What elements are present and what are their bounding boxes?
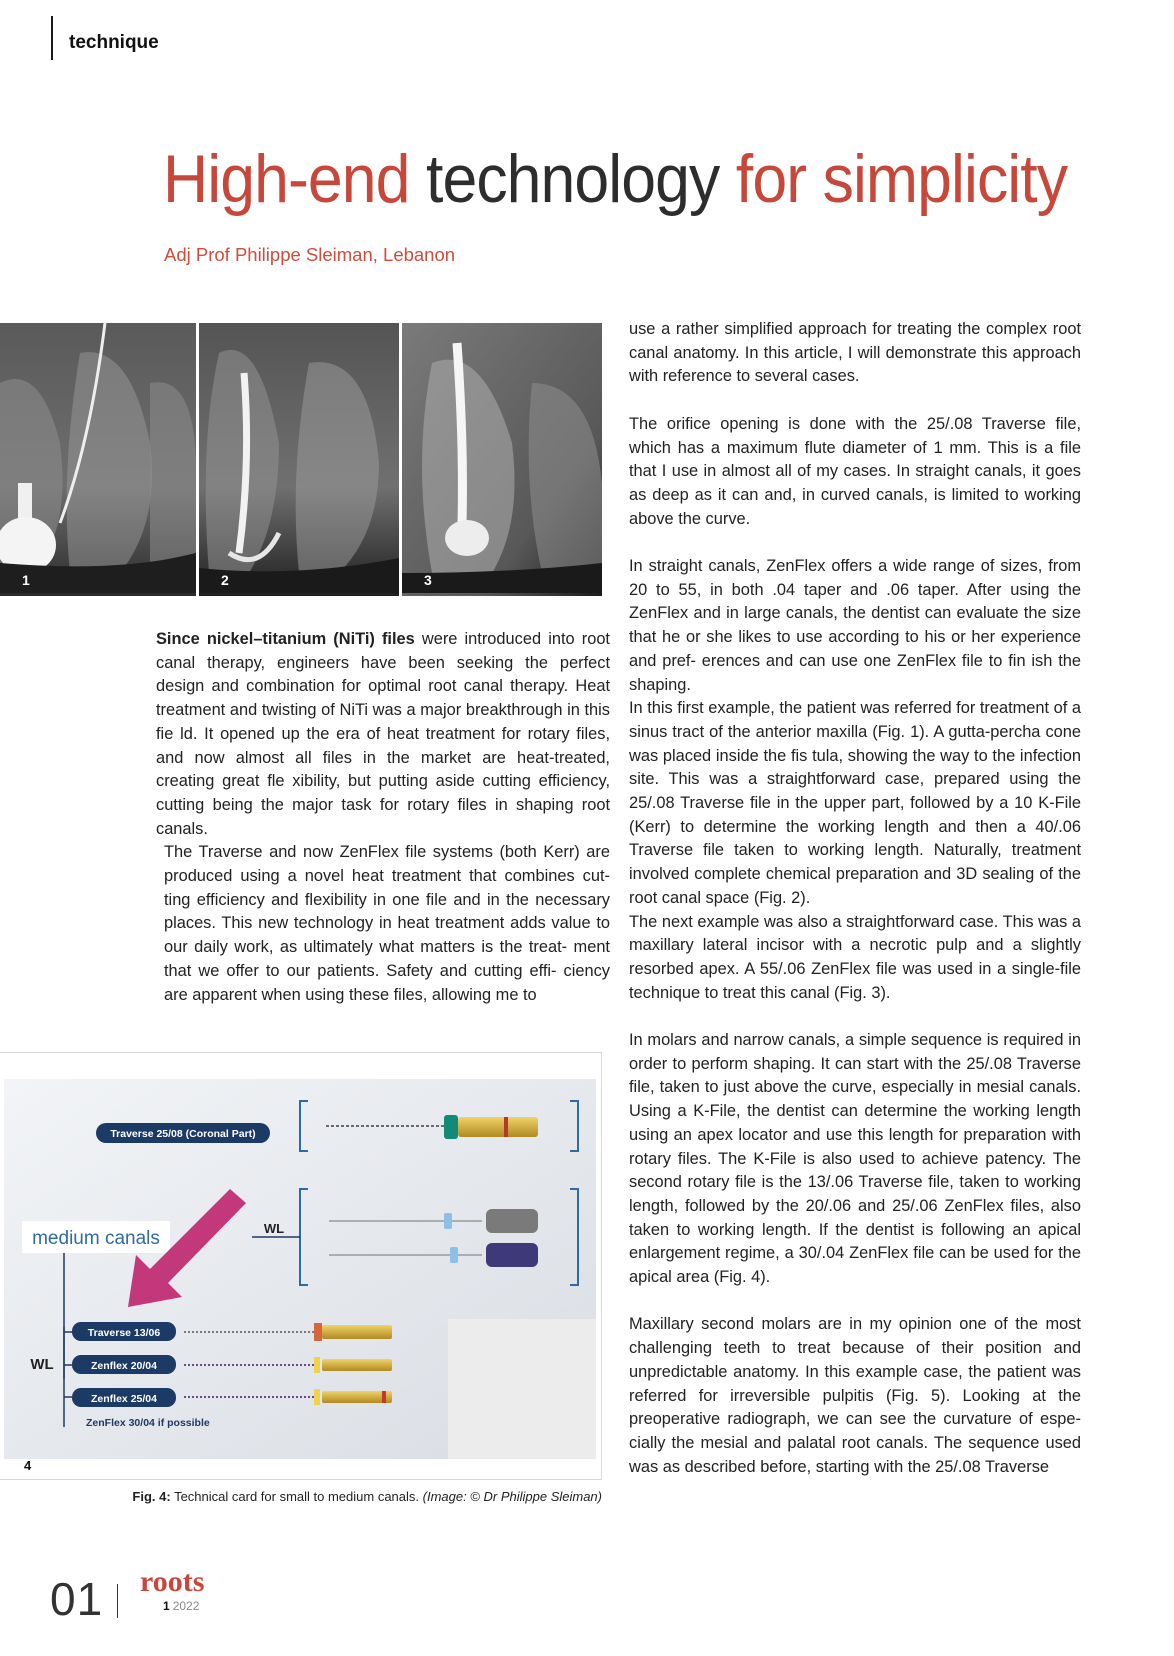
caption-label: Fig. 4: <box>132 1489 171 1504</box>
label-traverse-coronal: Traverse 25/08 (Coronal Part) <box>110 1128 256 1140</box>
article-title <box>163 140 1067 218</box>
xray-number-1: 1 <box>22 572 30 588</box>
xray-number-2: 2 <box>221 572 229 588</box>
issue-info <box>163 1599 199 1613</box>
right-paragraph-5: The next example was also a straightforward case. This was a maxillary lateral incisor with a necrotic pulp and a slightly resorbed apex. A 55/.06 ZenFlex file was used in a single-file technique to treat this canal (Fig. 3). <box>629 912 1081 1002</box>
xray-image-3 <box>402 323 602 596</box>
title-part-1: High-end <box>163 141 410 217</box>
caption-credit: (Image: © Dr Philippe Sleiman) <box>422 1489 602 1504</box>
label-traverse-13: Traverse 13/06 <box>87 1327 161 1339</box>
figure-number: 4 <box>24 1458 32 1473</box>
title-part-2: technology <box>425 141 720 217</box>
figure-caption <box>132 1489 602 1504</box>
issue-year: 2022 <box>172 1599 200 1613</box>
caption-text: Technical card for small to medium canals. <box>170 1489 423 1504</box>
label-zenflex-25: Zenflex 25/04 <box>91 1393 157 1405</box>
right-paragraph-1: use a rather simplified approach for treating the complex root canal anatomy. In this article, I will demonstrate this approach with reference to several cases. <box>629 320 1081 386</box>
right-paragraph-2: The orifice opening is done with the 25/.08 Traverse file, which has a maximum flute diameter of 1 mm. This is a file that I use in almost all of my cases. In straight canals, it goes as deep as it can and, in curved canals, is limited to working above the curve. <box>629 414 1081 528</box>
technical-card <box>4 1079 596 1459</box>
right-column <box>629 318 1081 1479</box>
figure-4 <box>0 1052 602 1480</box>
right-paragraph-3: In straight canals, ZenFlex offers a wide range of sizes, from 20 to 55, in both .04 taper and .06 taper. After using the ZenFlex and in large canals, the dentist can evaluate the size that he or she likes to use according to his or her experience and pref- erences and can use one ZenFlex file to fin ish the shaping. <box>629 557 1081 694</box>
xray-number-3: 3 <box>424 572 432 588</box>
label-medium-canals: medium canals <box>32 1228 160 1249</box>
left-paragraph-1-text: were introduced into root canal therapy, engineers have been seeking the perfect design and combination for optimal root canal therapy. Heat treatment and twisting of NiTi was a major breakthrough in this fie ld. It opened up the era of heat treatment for rotary files, and now almost all files in the market are heat-treated, creating great fle xibility, but putting aside cutting efficiency, cutting being the major task for rotary files in shaping root canals. <box>156 630 610 838</box>
right-paragraph-6: In molars and narrow canals, a simple sequence is required in order to perform shaping. It can start with the 25/.08 Traverse file, taken to just above the curve, especially in mesial canals. Using a K-File, the dentist can determine the working length using an apex locator and use this length for preparation with rotary files. The K-File is also used to achieve patency. The second rotary file is the 13/.06 Traverse file, taken to working length, followed by the 20/.06 and 25/.06 ZenFlex files, also taken to working length. If the dentist is following an apical enlargement regime, a 30/.04 ZenFlex file can be used for the apical area (Fig. 4). <box>629 1031 1081 1287</box>
left-column <box>156 628 610 1007</box>
right-paragraph-7: Maxillary second molars are in my opinion one of the most challenging teeth to treat because of their position and unpredictable anatomy. In this example case, the patient was referred for irreversible pulpitis (Fig. 5). Looking at the preoperative radiograph, we can see the curvature of espe- cially the mesial and palatal root canals. The sequence used was as described before, starting with the 25/.08 Traverse <box>629 1315 1081 1476</box>
label-wl-top: WL <box>263 1221 285 1236</box>
section-label: technique <box>69 32 159 53</box>
magazine-logo: roots <box>140 1565 205 1598</box>
title-part-3: for simplicity <box>735 141 1068 217</box>
left-paragraph-2: The Traverse and now ZenFlex file systems (both Kerr) are produced using a novel heat treatment that combines cut- ting efficiency and flexibility in one file and in the necessary places. This new technology in heat treatment adds value to our daily work, as ultimately what matters is the treat- ment that we offer to our patients. Safety and cutting effi- ciency are apparent when using these files, allowing me to <box>164 843 610 1004</box>
footer-divider <box>117 1584 118 1618</box>
label-zenflex-30: ZenFlex 30/04 if possible <box>86 1417 210 1429</box>
section-divider <box>51 16 53 60</box>
left-paragraph-1 <box>156 628 610 841</box>
label-zenflex-20: Zenflex 20/04 <box>91 1360 157 1372</box>
article-author: Adj Prof Philippe Sleiman, Lebanon <box>164 244 456 265</box>
issue-number: 1 <box>163 1599 170 1613</box>
right-paragraph-4: In this first example, the patient was referred for treatment of a sinus tract of the anterior maxilla (Fig. 1). A gutta-percha cone was placed inside the fis tula, showing the way to the infection site. This was a straightforward case, prepared using the 25/.08 Traverse file in the upper part, followed by a 10 K-File (Kerr) to determine the working length and then a 40/.06 Traverse file taken to working length. Naturally, treatment involved complete chemical preparation and 3D sealing of the root canal space (Fig. 2). <box>629 699 1081 907</box>
label-wl-left: WL <box>30 1356 54 1373</box>
lead-text: Since nickel–titanium (NiTi) files <box>156 630 415 648</box>
page-number: 01 <box>50 1573 104 1625</box>
xray-image-2 <box>199 323 399 596</box>
xray-image-1 <box>0 323 196 596</box>
